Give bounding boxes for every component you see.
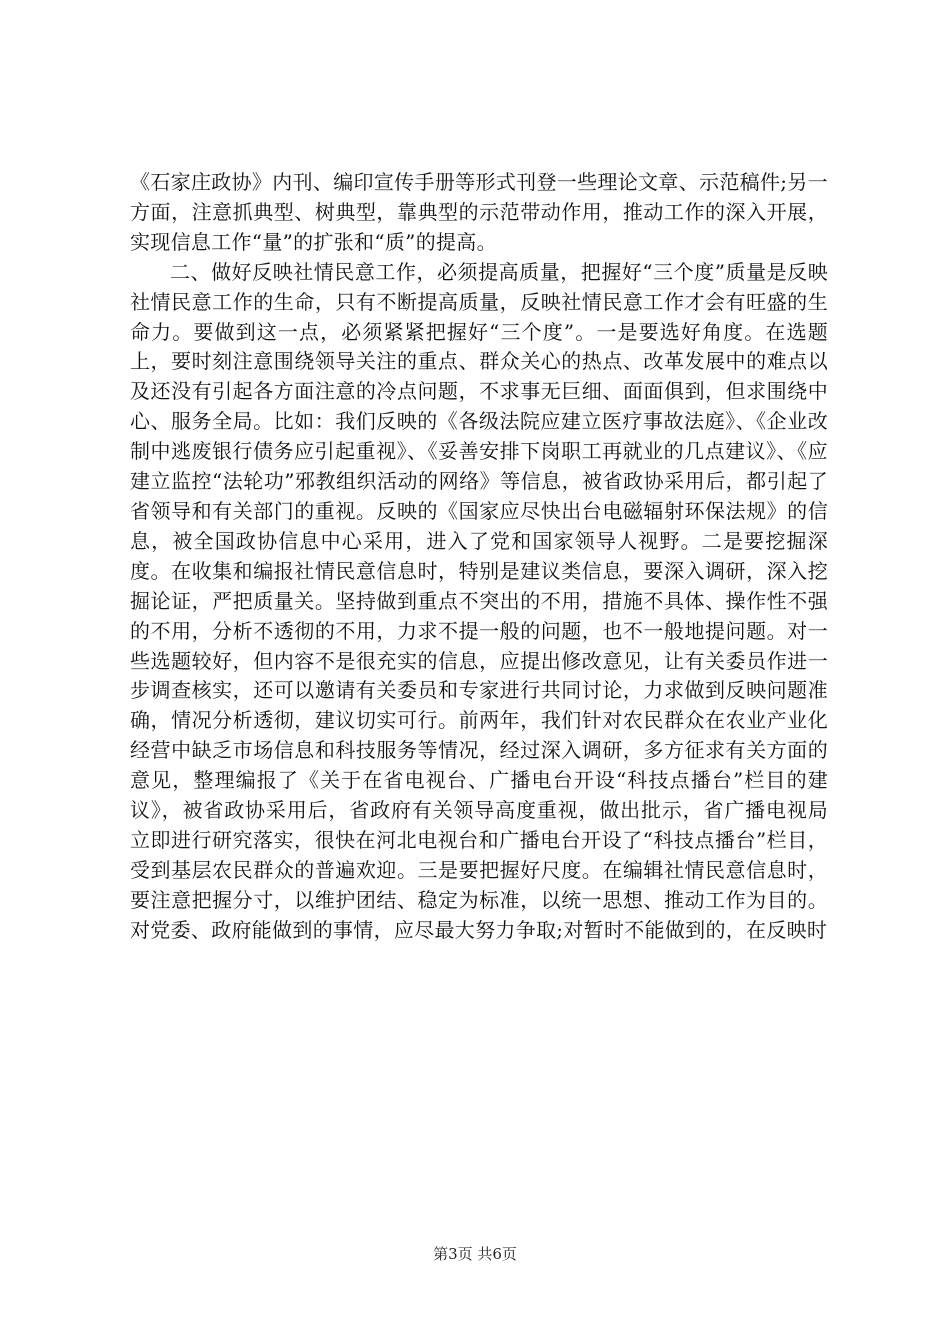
page-number-footer: 第3页 共6页 — [433, 1245, 517, 1263]
body-text — [130, 168, 828, 946]
paragraph-continuation: 《石家庄政协》内刊、编印宣传手册等形式刊登一些理论文章、示范稿件;另一方面，注意抓典型、树典型，靠典型的示范带动作用，推动工作的深入开展，实现信息工作“量”的扩张和“质”的提高。 — [130, 170, 828, 254]
paragraph-section-two: 二、做好反映社情民意工作，必须提高质量，把握好“三个度”质量是反映社情民意工作的生命，只有不断提高质量，反映社情民意工作才会有旺盛的生命力。要做到这一点，必须紧紧把握好“三个度”。一是要选好角度。在选题上，要时刻注意围绕领导关注的重点、群众关心的热点、改革发展中的难点以及还没有引起各方面注意的冷点问题，不求事无巨细、面面俱到，但求围绕中心、服务全局。比如：我们反映的《各级法院应建立医疗事故法庭》、《企业改制中逃废银行债务应引起重视》、《妥善安排下岗职工再就业的几点建议》、《应建立监控“法轮功”邪教组织活动的网络》等信息，被省政协采用后，都引起了省领导和有关部门的重视。反映的《国家应尽快出台电磁辐射环保法规》的信息，被全国政协信息中心采用，进入了党和国家领导人视野。二是要挖掘深度。在收集和编报社情民意信息时，特别是建议类信息，要深入调研，深入挖掘论证，严把质量关。坚持做到重点不突出的不用，措施不具体、操作性不强的不用，分析不透彻的不用，力求不提一般的问题，也不一般地提问题。对一些选题较好，但内容不是很充实的信息，应提出修改意见，让有关委员作进一步调查核实，还可以邀请有关委员和专家进行共同讨论，力求做到反映问题准确，情况分析透彻，建议切实可行。前两年，我们针对农民群众在农业产业化经营中缺乏市场信息和科技服务等情况，经过深入调研，多方征求有关方面的意见，整理编报了《关于在省电视台、广播电台开设“科技点播台”栏目的建议》，被省政协采用后，省政府有关领导高度重视，做出批示，省广播电视局立即进行研究落实，很快在河北电视台和广播电台开设了“科技点播台”栏目，受到基层农民群众的普遍欢迎。三是要把握好尺度。在编辑社情民意信息时，要注意把握分寸，以维护团结、稳定为标准，以统一思想、推动工作为目的。对党委、政府能做到的事情，应尽最大努力争取;对暂时不能做到的，在反映时 — [130, 259, 828, 942]
